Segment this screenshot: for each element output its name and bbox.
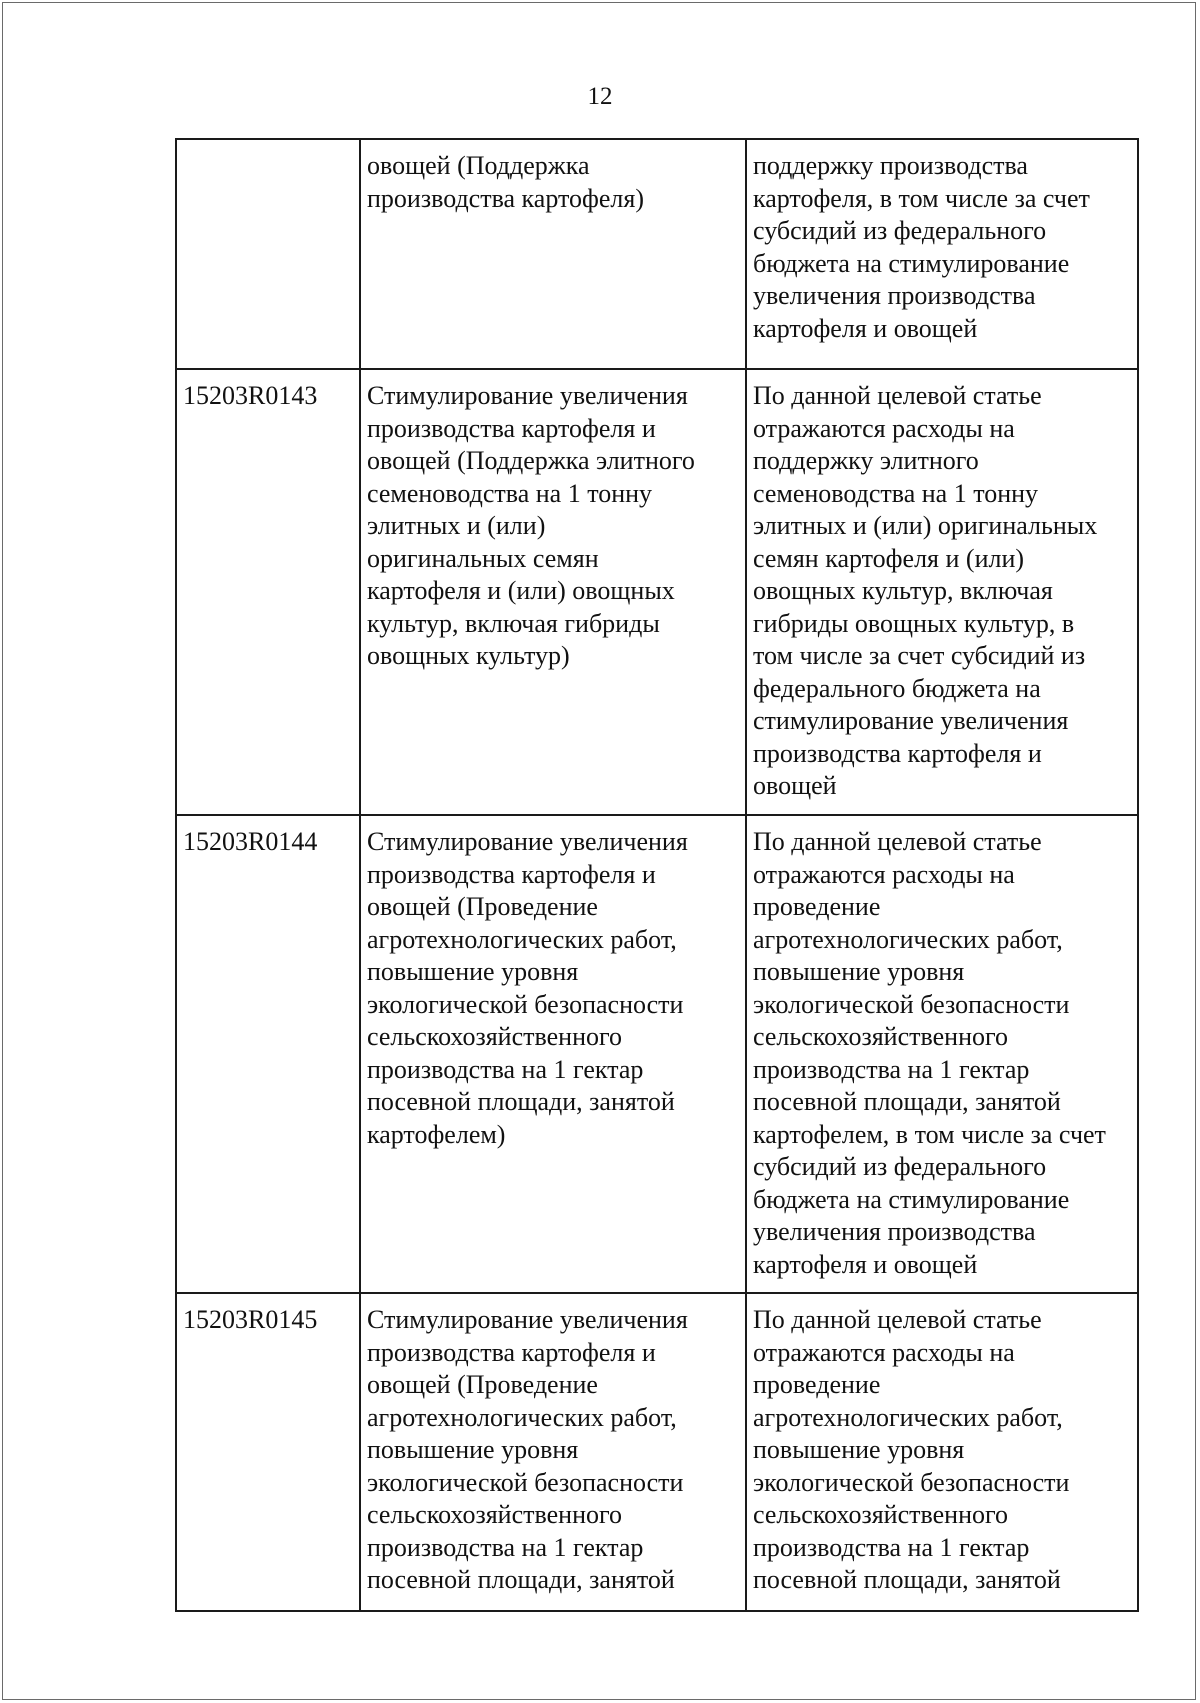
table-row [176,139,1138,369]
description-line: бюджета на стимулирование [753,1184,1070,1214]
target-article-description [746,369,1138,815]
name-line: производства картофеля) [367,183,644,213]
name-line: экологической безопасности [367,989,684,1019]
target-article-name [360,139,746,369]
target-article-description [746,139,1138,369]
description-line: поддержку производства [753,151,1028,180]
table-row [176,815,1138,1293]
name-line: культур, включая гибриды [367,608,660,638]
description-line: По данной целевой статье [753,1305,1042,1334]
description-line: стимулирование увеличения [753,706,1069,735]
description-line: По данной целевой статье [753,381,1042,410]
description-line: субсидий из федерального [753,216,1047,245]
description-line: производства на 1 гектар [753,1054,1030,1084]
name-line: семеноводства на 1 тонну [367,478,653,508]
description-line: отражаются расходы на [753,859,1015,889]
description-line: сельскохозяйственного [753,1022,1008,1051]
name-line: производства на 1 гектар [367,1532,644,1562]
name-line: производства на 1 гектар [367,1054,644,1084]
name-line: производства картофеля и [367,1337,656,1367]
name-line: картофеля и (или) овощных [367,576,675,605]
description-line: картофелем, в том числе за счет [753,1119,1106,1149]
name-line: овощей (Поддержка элитного [367,446,695,475]
description-line: отражаются расходы на [753,413,1015,443]
description-line: производства картофеля и [753,738,1042,768]
description-line: отражаются расходы на [753,1337,1015,1367]
description-line: картофеля и овощей [753,1249,978,1279]
description-line: производства на 1 гектар [753,1532,1030,1562]
name-line: Стимулирование увеличения [367,1305,688,1334]
target-article-name [360,1293,746,1611]
description-line: увеличения производства [753,1217,1036,1246]
description-line: субсидий из федерального [753,1152,1047,1181]
target-article-name [360,815,746,1293]
description-line: овощных культур, включая [753,576,1053,605]
target-article-code [176,139,360,369]
description-line: гибриды овощных культур, в [753,608,1075,638]
name-line: повышение уровня [367,957,579,986]
target-article-description [746,815,1138,1293]
description-line: агротехнологических работ, [753,924,1063,954]
description-line: агротехнологических работ, [753,1402,1063,1432]
description-line: том числе за счет субсидий из [753,641,1086,670]
name-line: посевной площади, занятой [367,1087,675,1116]
description-line: овощей [753,771,837,800]
description-line: картофеля, в том числе за счет [753,183,1090,213]
description-line: сельскохозяйственного [753,1500,1008,1529]
description-line: По данной целевой статье [753,827,1042,856]
description-line: бюджета на стимулирование [753,248,1070,278]
name-line: Стимулирование увеличения [367,381,688,410]
target-article-code: 15203R0144 [176,815,360,1293]
name-line: сельскохозяйственного [367,1022,622,1051]
description-line: картофеля и овощей [753,313,978,343]
description-line: проведение [753,892,881,921]
name-line: повышение уровня [367,1435,579,1464]
name-line: производства картофеля и [367,859,656,889]
description-line: посевной площади, занятой [753,1565,1061,1594]
name-line: сельскохозяйственного [367,1500,622,1529]
table-body [176,139,1138,1611]
name-line: элитных и (или) [367,511,546,540]
description-line: семеноводства на 1 тонну [753,478,1039,508]
description-line: повышение уровня [753,957,965,986]
target-article-code: 15203R0145 [176,1293,360,1611]
description-line: экологической безопасности [753,989,1070,1019]
name-line: производства картофеля и [367,413,656,443]
description-line: поддержку элитного [753,446,979,475]
name-line: овощных культур) [367,641,570,670]
name-line: агротехнологических работ, [367,924,677,954]
description-line: экологической безопасности [753,1467,1070,1497]
table-row [176,1293,1138,1611]
name-line: овощей (Проведение [367,892,598,921]
description-line: посевной площади, занятой [753,1087,1061,1116]
name-line: агротехнологических работ, [367,1402,677,1432]
name-line: картофелем) [367,1119,506,1149]
target-article-description [746,1293,1138,1611]
description-line: элитных и (или) оригинальных [753,511,1098,540]
description-line: семян картофеля и (или) [753,543,1025,573]
table-row [176,369,1138,815]
name-line: посевной площади, занятой [367,1565,675,1594]
name-line: овощей (Поддержка [367,151,590,180]
target-article-code: 15203R0143 [176,369,360,815]
budget-classification-table [175,138,1139,1612]
description-line: повышение уровня [753,1435,965,1464]
page-number: 12 [587,83,613,110]
name-line: Стимулирование увеличения [367,827,688,856]
description-line: федерального бюджета на [753,673,1041,703]
name-line: экологической безопасности [367,1467,684,1497]
name-line: оригинальных семян [367,543,599,573]
name-line: овощей (Проведение [367,1370,598,1399]
description-line: проведение [753,1370,881,1399]
description-line: увеличения производства [753,281,1036,310]
target-article-name [360,369,746,815]
